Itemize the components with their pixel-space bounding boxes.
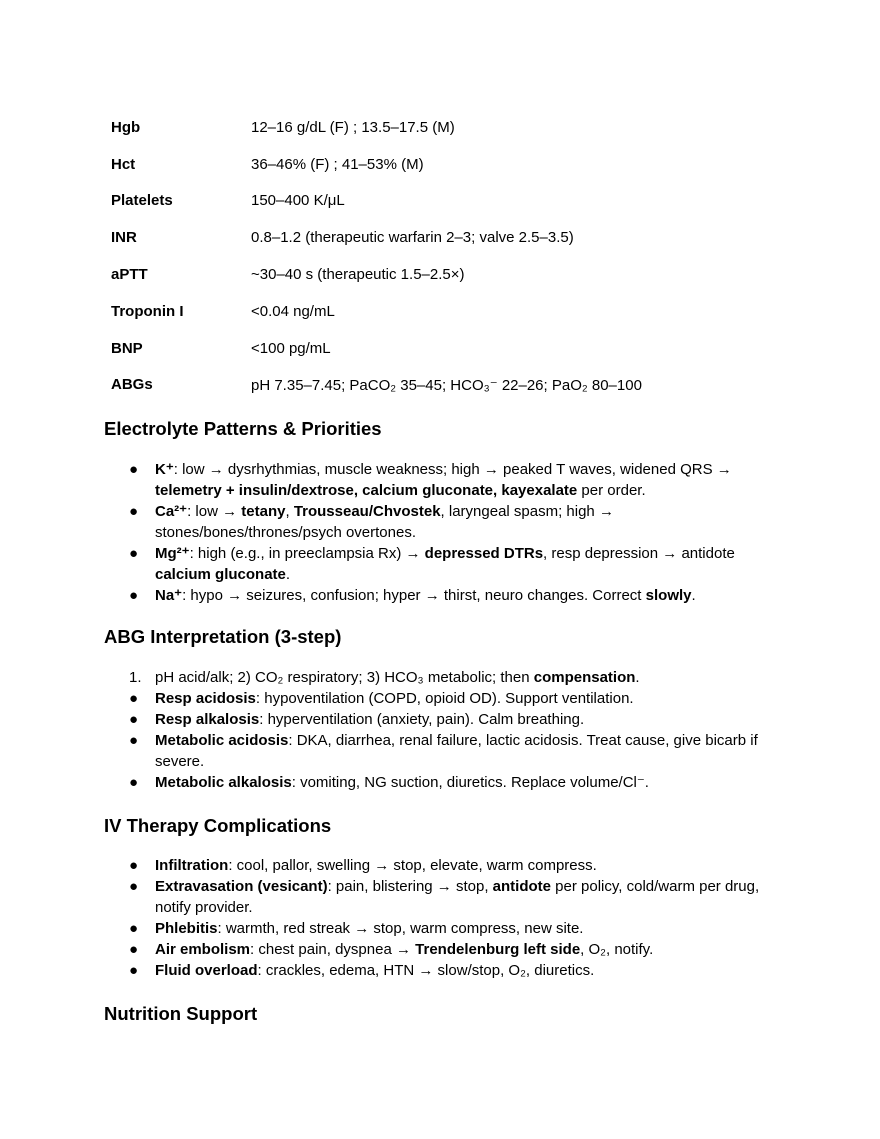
- item-text: ,: [285, 503, 294, 520]
- list-item-metabolic-acidosis: [104, 730, 784, 772]
- list-item-resp-acidosis: [104, 688, 784, 709]
- lab-name: Hgb: [111, 118, 141, 136]
- item-emphasis: slowly: [645, 587, 692, 604]
- item-label: Resp alkalosis: [155, 711, 260, 728]
- list-item-resp-alkalosis: [104, 709, 784, 730]
- list-item-calcium: [104, 501, 784, 543]
- lab-name: Troponin I: [111, 302, 184, 320]
- bullet-icon: ●: [129, 774, 139, 791]
- lab-row: [111, 330, 791, 367]
- bullet-icon: ●: [129, 690, 139, 707]
- item-text: , laryngeal spasm; high → stones/bones/thrones/psych overtones.: [155, 503, 614, 541]
- lab-name: Platelets: [111, 192, 173, 210]
- bullet-icon: ●: [129, 878, 139, 895]
- item-label: Resp acidosis: [155, 690, 256, 707]
- list-item-extravasation: [104, 876, 784, 918]
- lab-value: 150–400 K/μL: [251, 192, 345, 210]
- item-label: Phlebitis: [155, 920, 218, 937]
- section-heading-electrolytes: Electrolyte Patterns & Priorities: [104, 418, 382, 439]
- item-label: Ca²⁺: [155, 503, 188, 520]
- item-text: per order.: [577, 482, 646, 499]
- list-item-phlebitis: [104, 918, 784, 939]
- bullet-icon: ●: [129, 732, 139, 749]
- lab-row: [111, 183, 791, 220]
- bullet-icon: ●: [129, 857, 139, 874]
- item-emphasis: tetany: [241, 503, 286, 520]
- abg-list: [104, 667, 784, 793]
- item-text: per policy, cold/warm per drug, notify provider.: [155, 878, 760, 916]
- list-item-fluid-overload: [104, 960, 784, 981]
- item-label: Extravasation (vesicant): [155, 878, 328, 895]
- section-heading-abg: ABG Interpretation (3‑step): [104, 626, 342, 647]
- section-heading-nutrition: Nutrition Support: [104, 1003, 258, 1024]
- list-item-potassium: [104, 459, 784, 501]
- lab-row: [111, 109, 791, 146]
- item-text: pH acid/alk; 2) CO₂ respiratory; 3) HCO₃ metabolic; then: [155, 669, 534, 686]
- item-text: : hypoventilation (COPD, opioid OD). Support ventilation.: [255, 690, 634, 707]
- list-item-magnesium: [104, 543, 784, 585]
- lab-row: [111, 293, 791, 330]
- item-label: Na⁺: [155, 587, 183, 604]
- electrolyte-list: [104, 459, 784, 606]
- iv-list: [104, 855, 784, 981]
- lab-row: [111, 219, 791, 256]
- lab-value: 12–16 g/dL (F) ; 13.5–17.5 (M): [251, 118, 455, 136]
- lab-values-table: [111, 109, 791, 403]
- item-text: : low →: [187, 503, 242, 520]
- lab-value: 36–46% (F) ; 41–53% (M): [251, 155, 424, 173]
- item-label: Air embolism: [155, 941, 251, 958]
- item-text: : cool, pallor, swelling → stop, elevate, warm compress.: [228, 857, 597, 874]
- item-text: : crackles, edema, HTN → slow/stop, O₂, diuretics.: [257, 962, 595, 979]
- item-emphasis: compensation: [533, 669, 636, 686]
- bullet-icon: ●: [129, 503, 139, 520]
- item-text: : high (e.g., in preeclampsia Rx) →: [189, 545, 425, 562]
- bullet-icon: ●: [129, 941, 139, 958]
- lab-value: ~30–40 s (therapeutic 1.5–2.5×): [251, 266, 465, 284]
- item-text: : hyperventilation (anxiety, pain). Calm breathing.: [259, 711, 585, 728]
- item-text: : vomiting, NG suction, diuretics. Replace volume/Cl⁻.: [291, 774, 649, 791]
- item-text: : hypo → seizures, confusion; hyper → thirst, neuro changes. Correct: [182, 587, 646, 604]
- list-item-air-embolism: [104, 939, 784, 960]
- lab-name: INR: [111, 229, 137, 247]
- list-item-infiltration: [104, 855, 784, 876]
- bullet-icon: ●: [129, 920, 139, 937]
- item-label: Infiltration: [155, 857, 229, 874]
- item-text: : chest pain, dyspnea →: [250, 941, 416, 958]
- item-emphasis: Trousseau/Chvostek: [293, 503, 441, 520]
- bullet-icon: ●: [129, 587, 139, 604]
- lab-value: pH 7.35–7.45; PaCO₂ 35–45; HCO₃⁻ 22–26; PaO₂ 80–100: [251, 376, 642, 394]
- lab-value: <0.04 ng/mL: [251, 302, 335, 320]
- item-label: Metabolic alkalosis: [155, 774, 292, 791]
- item-emphasis: depressed DTRs: [424, 545, 544, 562]
- list-item-abg-steps: [104, 667, 784, 688]
- item-emphasis: telemetry + insulin/dextrose, calcium gluconate, kayexalate: [155, 482, 578, 499]
- lab-value: 0.8–1.2 (therapeutic warfarin 2–3; valve 2.5–3.5): [251, 229, 574, 247]
- section-heading-iv: IV Therapy Complications: [104, 815, 332, 836]
- lab-name: aPTT: [111, 266, 148, 284]
- lab-value: <100 pg/mL: [251, 339, 331, 357]
- bullet-icon: ●: [129, 461, 139, 478]
- lab-row: [111, 256, 791, 293]
- item-text: : DKA, diarrhea, renal failure, lactic acidosis. Treat cause, give bicarb if severe.: [155, 732, 758, 770]
- item-emphasis: antidote: [492, 878, 552, 895]
- item-label: Fluid overload: [155, 962, 258, 979]
- bullet-icon: ●: [129, 711, 139, 728]
- item-text: , resp depression → antidote: [543, 545, 735, 562]
- item-text: : low → dysrhythmias, muscle weakness; high → peaked T waves, widened QRS →: [173, 461, 732, 478]
- item-text: .: [691, 587, 696, 604]
- item-label: Mg²⁺: [155, 545, 190, 562]
- item-emphasis: Trendelenburg left side: [415, 941, 581, 958]
- bullet-icon: ●: [129, 545, 139, 562]
- item-text: .: [285, 566, 291, 583]
- item-text: : warmth, red streak → stop, warm compress, new site.: [217, 920, 584, 937]
- item-text: : pain, blistering → stop,: [327, 878, 493, 895]
- list-item-metabolic-alkalosis: [104, 772, 784, 793]
- item-text: .: [635, 669, 640, 686]
- item-label: K⁺: [155, 461, 174, 478]
- bullet-icon: ●: [129, 962, 139, 979]
- lab-name: BNP: [111, 339, 143, 357]
- lab-row: [111, 367, 791, 404]
- item-emphasis: calcium gluconate: [155, 566, 286, 583]
- list-item-sodium: [104, 585, 784, 606]
- lab-name: Hct: [111, 155, 136, 173]
- item-text: , O₂, notify.: [580, 941, 654, 958]
- step-number: 1.: [129, 669, 142, 686]
- lab-row: [111, 146, 791, 183]
- item-label: Metabolic acidosis: [155, 732, 289, 749]
- lab-name: ABGs: [111, 376, 153, 394]
